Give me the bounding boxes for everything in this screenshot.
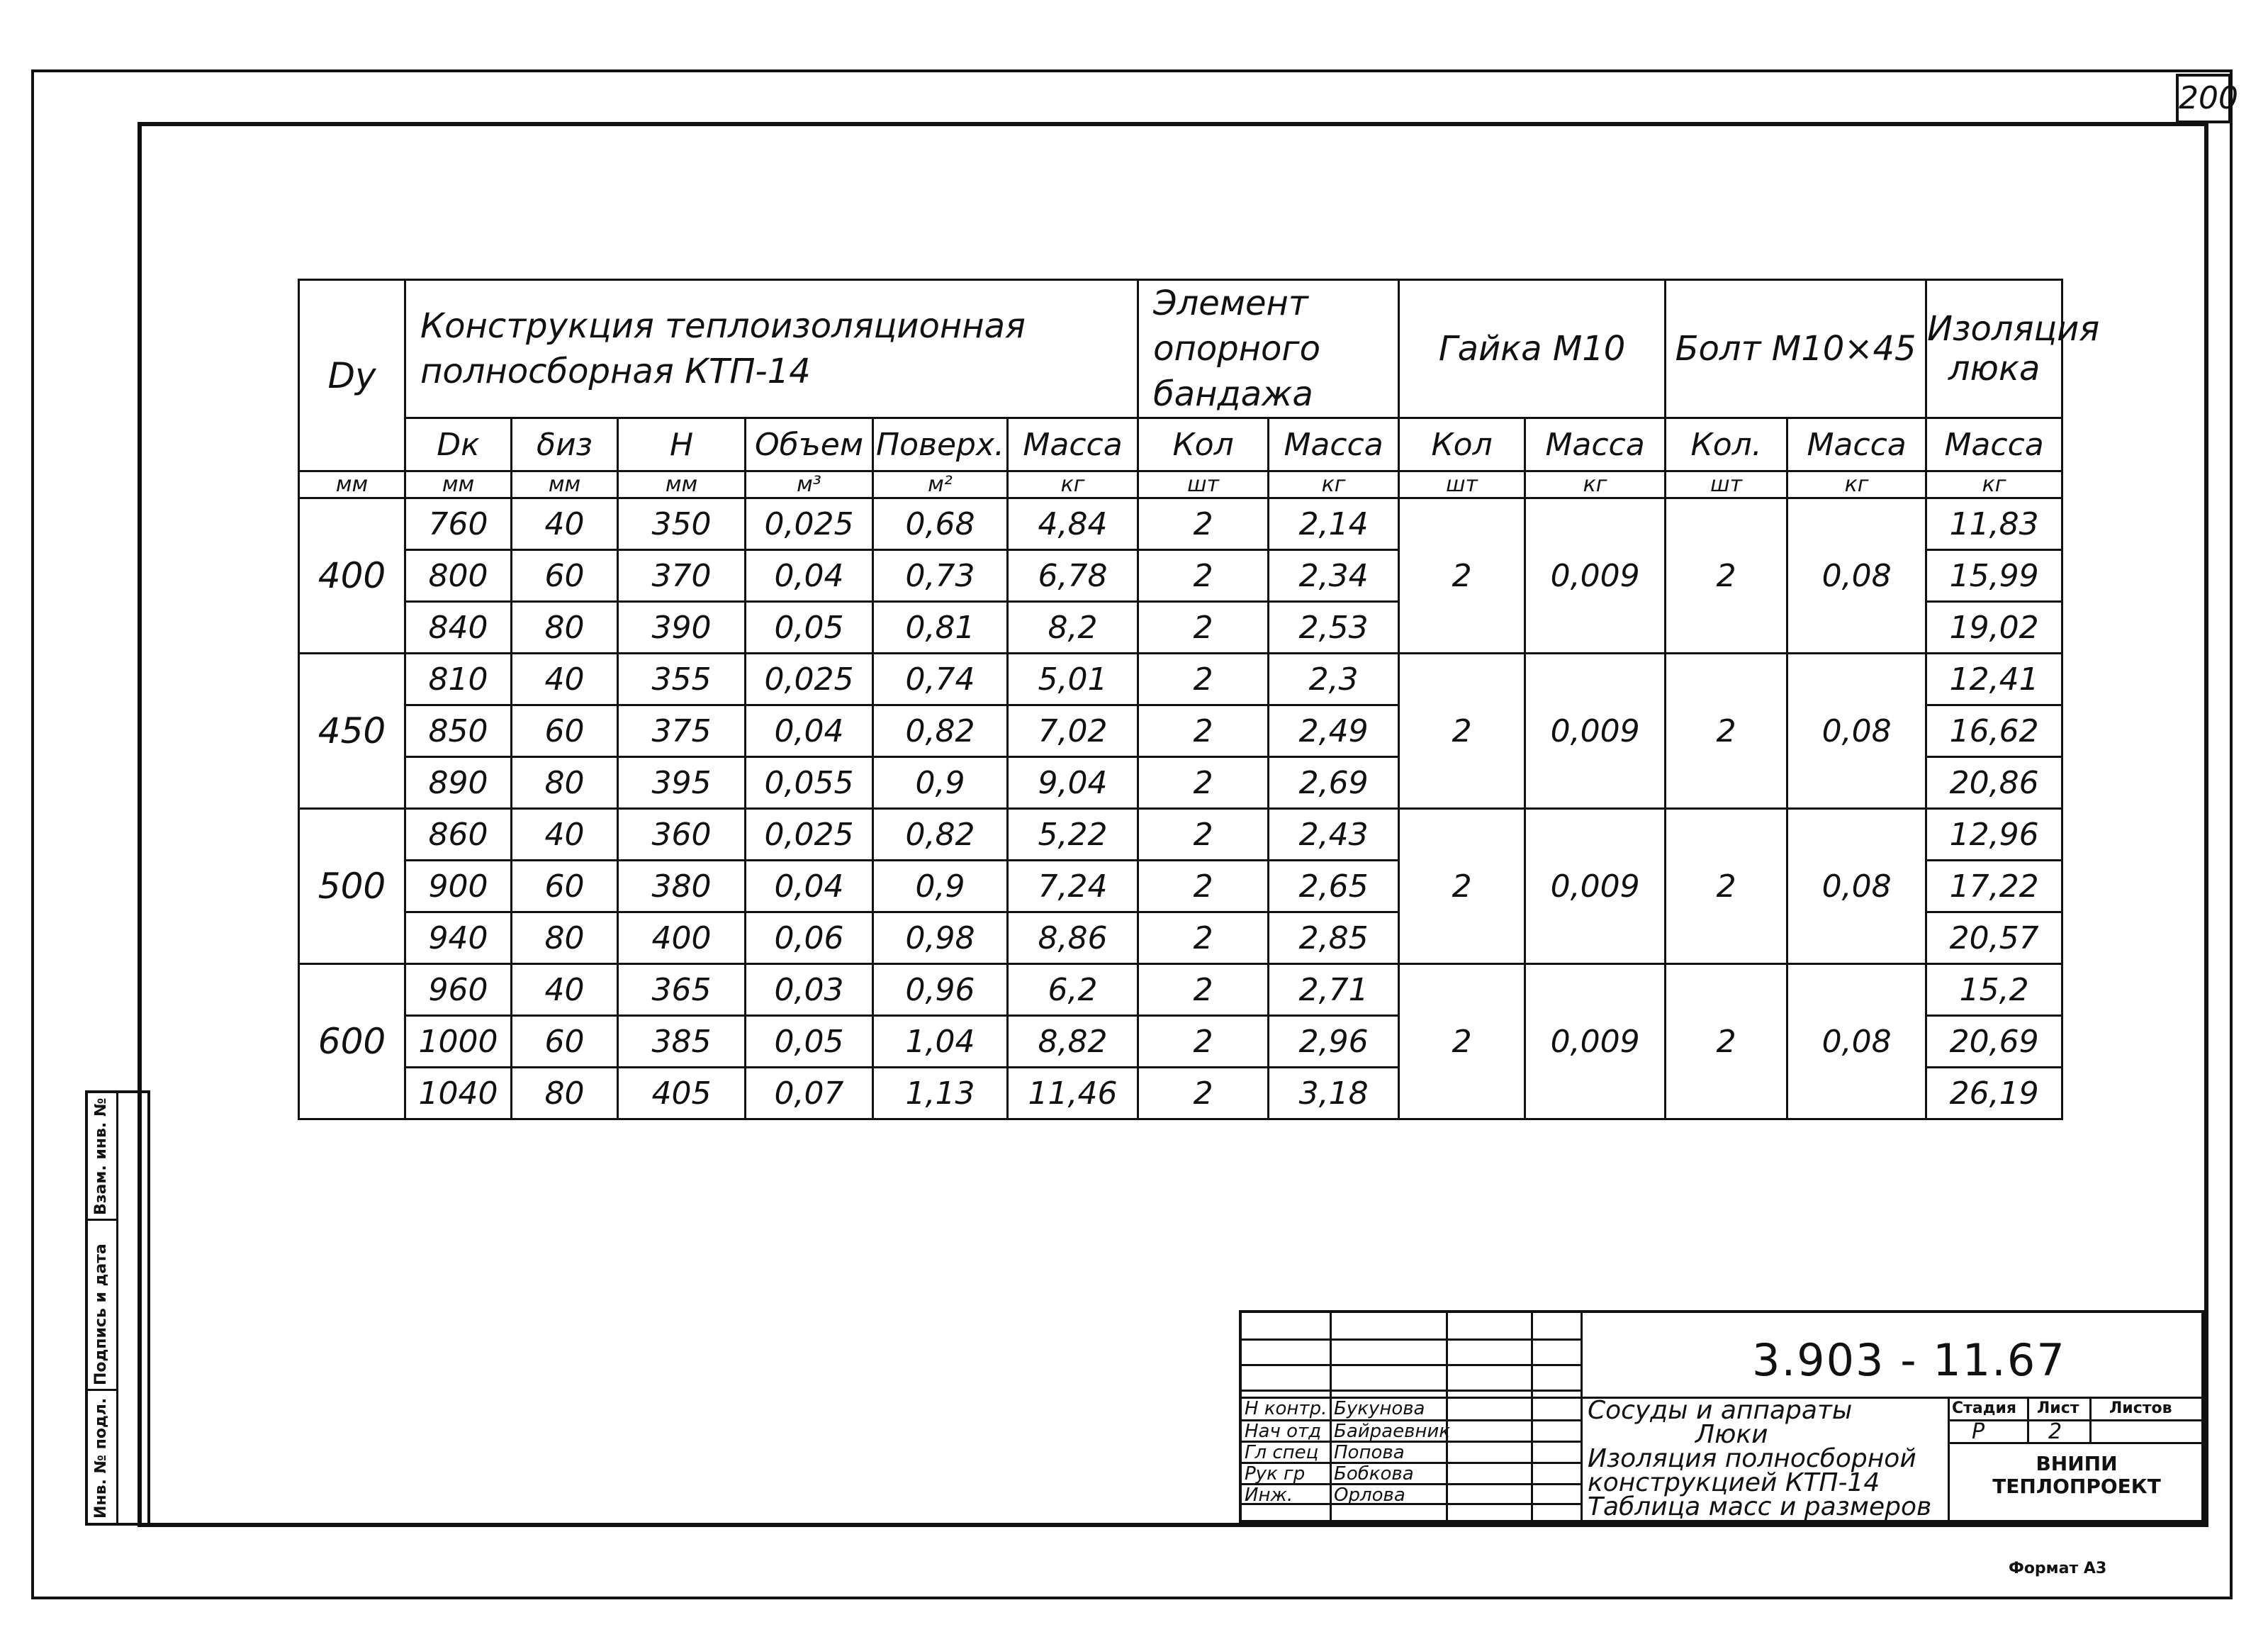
bolt-qty-cell: 2 (1666, 654, 1787, 809)
unit-cell: мм (299, 471, 405, 498)
tb-name: Букунова (1334, 1398, 1425, 1419)
data-cell: 2,96 (1269, 1016, 1399, 1068)
data-cell: 2 (1138, 1016, 1269, 1068)
data-cell: 890 (405, 757, 512, 809)
tb-name: Бобкова (1334, 1463, 1414, 1485)
data-cell: 2 (1138, 964, 1269, 1016)
header-nut: Гайка М10 (1399, 280, 1666, 418)
tb-description-line: конструкцией КТП-14 (1588, 1468, 1880, 1497)
data-cell: 375 (618, 705, 746, 757)
data-cell: 2,34 (1269, 550, 1399, 602)
header-dy: Dy (299, 280, 405, 471)
data-cell: 3,18 (1269, 1068, 1399, 1119)
data-cell: 0,025 (746, 809, 873, 861)
dy-cell: 500 (299, 809, 405, 964)
unit-cell: кг (1269, 471, 1399, 498)
tb-line (1242, 1338, 1581, 1341)
data-cell: 2 (1138, 654, 1269, 705)
data-cell: 60 (512, 1016, 618, 1068)
data-cell: 0,82 (873, 705, 1008, 757)
tb-name: Байраевник (1334, 1421, 1451, 1442)
tb-line (1948, 1442, 2207, 1444)
tb-line (1242, 1390, 1581, 1392)
unit-cell: кг (1008, 471, 1138, 498)
data-cell: 0,07 (746, 1068, 873, 1119)
data-cell: 1000 (405, 1016, 512, 1068)
data-cell: 80 (512, 912, 618, 964)
tb-description-line: Сосуды и аппараты (1588, 1396, 1853, 1425)
column-header: Масса (1008, 418, 1138, 471)
side-label-signature: Подпись и дата (92, 1243, 110, 1385)
hatch-mass-cell: 19,02 (1926, 602, 2062, 654)
data-cell: 2,14 (1269, 498, 1399, 550)
data-cell: 850 (405, 705, 512, 757)
tb-line (1581, 1313, 1583, 1520)
data-cell: 6,2 (1008, 964, 1138, 1016)
nut-mass-cell: 0,009 (1525, 809, 1666, 964)
bolt-qty-cell: 2 (1666, 964, 1787, 1119)
side-stamp-strip (85, 1090, 150, 1526)
page-number: 200 (2176, 74, 2231, 123)
data-cell: 0,06 (746, 912, 873, 964)
tb-org-line1: ВНИПИ (2036, 1452, 2118, 1475)
data-cell: 2 (1138, 861, 1269, 912)
data-cell: 2,53 (1269, 602, 1399, 654)
data-cell: 8,82 (1008, 1016, 1138, 1068)
side-label-replace: Взам. инв. № (92, 1097, 110, 1215)
table-row (299, 498, 2062, 550)
data-cell: 900 (405, 861, 512, 912)
data-cell: 2 (1138, 498, 1269, 550)
data-cell: 940 (405, 912, 512, 964)
tb-description-line: Изоляция полносборной (1588, 1444, 1916, 1473)
column-header: Масса (1525, 418, 1666, 471)
bolt-qty-cell: 2 (1666, 809, 1787, 964)
header-construction: Конструкция теплоизоляционная полносборная КТП-14 (405, 280, 1138, 418)
data-cell: 2,43 (1269, 809, 1399, 861)
nut-qty-cell: 2 (1399, 809, 1525, 964)
data-cell: 370 (618, 550, 746, 602)
dy-cell: 400 (299, 498, 405, 654)
side-cell-inventory (88, 1391, 116, 1523)
header-bolt: Болт М10×45 (1666, 280, 1926, 418)
bolt-mass-cell: 0,08 (1787, 809, 1926, 964)
hatch-mass-cell: 20,57 (1926, 912, 2062, 964)
tb-description-line: Таблица масс и размеров (1588, 1492, 1932, 1521)
dy-cell: 450 (299, 654, 405, 809)
nut-mass-cell: 0,009 (1525, 654, 1666, 809)
column-header: Объем (746, 418, 873, 471)
tb-line (1242, 1364, 1581, 1366)
column-header: Масса (1269, 418, 1399, 471)
data-cell: 2 (1138, 1068, 1269, 1119)
data-cell: 0,055 (746, 757, 873, 809)
table-row (299, 964, 2062, 1016)
data-cell: 7,02 (1008, 705, 1138, 757)
data-cell: 0,05 (746, 602, 873, 654)
tb-line (2089, 1397, 2092, 1442)
hatch-mass-cell: 16,62 (1926, 705, 2062, 757)
data-cell: 0,81 (873, 602, 1008, 654)
data-cell: 760 (405, 498, 512, 550)
data-cell: 800 (405, 550, 512, 602)
data-cell: 0,03 (746, 964, 873, 1016)
column-header: Масса (1787, 418, 1926, 471)
column-header: δиз (512, 418, 618, 471)
data-cell: 80 (512, 757, 618, 809)
data-cell: 0,82 (873, 809, 1008, 861)
data-cell: 7,24 (1008, 861, 1138, 912)
data-cell: 2 (1138, 912, 1269, 964)
data-cell: 400 (618, 912, 746, 964)
tb-org-line2: ТЕПЛОПРОЕКТ (1992, 1475, 2161, 1498)
hatch-mass-cell: 15,2 (1926, 964, 2062, 1016)
column-header: Поверх. (873, 418, 1008, 471)
table-row (299, 809, 2062, 861)
hatch-mass-cell: 20,86 (1926, 757, 2062, 809)
data-cell: 6,78 (1008, 550, 1138, 602)
hatch-mass-cell: 26,19 (1926, 1068, 2062, 1119)
unit-cell: кг (1926, 471, 2062, 498)
nut-mass-cell: 0,009 (1525, 964, 1666, 1119)
data-cell: 2 (1138, 809, 1269, 861)
tb-line (1330, 1313, 1332, 1520)
data-cell: 840 (405, 602, 512, 654)
side-cell-signature (88, 1221, 116, 1391)
data-cell: 2,71 (1269, 964, 1399, 1016)
data-cell: 960 (405, 964, 512, 1016)
data-cell: 5,22 (1008, 809, 1138, 861)
data-cell: 60 (512, 861, 618, 912)
column-header: Кол (1399, 418, 1525, 471)
bolt-mass-cell: 0,08 (1787, 498, 1926, 654)
side-label-inventory: Инв. № подл. (92, 1397, 110, 1519)
unit-cell: шт (1399, 471, 1525, 498)
hatch-mass-cell: 12,41 (1926, 654, 2062, 705)
data-cell: 0,68 (873, 498, 1008, 550)
tb-role: Нач отд (1245, 1421, 1322, 1442)
side-cell-replace (88, 1093, 116, 1221)
tb-stage-value: Р (1972, 1419, 1985, 1444)
nut-qty-cell: 2 (1399, 498, 1525, 654)
data-cell: 40 (512, 964, 618, 1016)
data-cell: 2 (1138, 602, 1269, 654)
header-hatch: Изоляция люка (1926, 280, 2062, 418)
data-cell: 0,04 (746, 705, 873, 757)
data-cell: 0,04 (746, 550, 873, 602)
bolt-qty-cell: 2 (1666, 498, 1787, 654)
header-element: Элемент опорного бандажа (1138, 280, 1399, 418)
bolt-mass-cell: 0,08 (1787, 654, 1926, 809)
data-cell: 0,04 (746, 861, 873, 912)
data-cell: 0,98 (873, 912, 1008, 964)
data-cell: 365 (618, 964, 746, 1016)
mass-size-table (298, 279, 2100, 1120)
data-cell: 0,74 (873, 654, 1008, 705)
nut-mass-cell: 0,009 (1525, 498, 1666, 654)
data-cell: 405 (618, 1068, 746, 1119)
hatch-mass-cell: 11,83 (1926, 498, 2062, 550)
data-cell: 0,96 (873, 964, 1008, 1016)
data-cell: 9,04 (1008, 757, 1138, 809)
side-strip-divider (116, 1093, 118, 1523)
data-cell: 380 (618, 861, 746, 912)
nut-qty-cell: 2 (1399, 654, 1525, 809)
nut-qty-cell: 2 (1399, 964, 1525, 1119)
tb-description-line: Люки (1695, 1420, 1768, 1449)
data-cell: 395 (618, 757, 746, 809)
data-cell: 1040 (405, 1068, 512, 1119)
data-cell: 390 (618, 602, 746, 654)
unit-cell: м² (873, 471, 1008, 498)
data-cell: 8,86 (1008, 912, 1138, 964)
data-cell: 2,85 (1269, 912, 1399, 964)
unit-cell: кг (1787, 471, 1926, 498)
column-header: Кол (1138, 418, 1269, 471)
data-cell: 355 (618, 654, 746, 705)
data-cell: 0,9 (873, 757, 1008, 809)
data-cell: 350 (618, 498, 746, 550)
column-header: H (618, 418, 746, 471)
hatch-mass-cell: 12,96 (1926, 809, 2062, 861)
document-code: 3.903 - 11.67 (1752, 1334, 2066, 1386)
tb-stage-label: Стадия (1952, 1399, 2017, 1417)
data-cell: 60 (512, 705, 618, 757)
column-header: Масса (1926, 418, 2062, 471)
data-cell: 80 (512, 602, 618, 654)
tb-role: Рук гр (1245, 1463, 1306, 1485)
data-cell: 11,46 (1008, 1068, 1138, 1119)
data-cell: 40 (512, 809, 618, 861)
data-cell: 2,65 (1269, 861, 1399, 912)
data-cell: 2,3 (1269, 654, 1399, 705)
hatch-mass-cell: 17,22 (1926, 861, 2062, 912)
data-cell: 2 (1138, 550, 1269, 602)
tb-name: Орлова (1334, 1485, 1405, 1506)
data-cell: 385 (618, 1016, 746, 1068)
title-block (1239, 1310, 2204, 1523)
data-cell: 5,01 (1008, 654, 1138, 705)
data-cell: 1,04 (873, 1016, 1008, 1068)
data-cell: 2 (1138, 757, 1269, 809)
tb-line (1948, 1419, 2207, 1421)
data-cell: 2,69 (1269, 757, 1399, 809)
column-header: Dк (405, 418, 512, 471)
tb-role: Инж. (1245, 1485, 1293, 1506)
data-cell: 2 (1138, 705, 1269, 757)
column-header: Кол. (1666, 418, 1787, 471)
tb-line (1948, 1397, 1950, 1523)
tb-sheet-value: 2 (2048, 1419, 2062, 1444)
data-cell: 860 (405, 809, 512, 861)
data-cell: 1,13 (873, 1068, 1008, 1119)
tb-role: Гл спец (1245, 1442, 1319, 1463)
format-label: Формат А3 (2009, 1560, 2107, 1577)
tb-sheets-label: Листов (2109, 1399, 2172, 1417)
hatch-mass-cell: 20,69 (1926, 1016, 2062, 1068)
unit-cell: кг (1525, 471, 1666, 498)
unit-cell: шт (1138, 471, 1269, 498)
data-cell: 0,05 (746, 1016, 873, 1068)
data-cell: 0,73 (873, 550, 1008, 602)
data-cell: 80 (512, 1068, 618, 1119)
tb-line (1531, 1313, 1533, 1520)
data-cell: 360 (618, 809, 746, 861)
tb-sheet-label: Лист (2037, 1399, 2079, 1417)
unit-cell: мм (512, 471, 618, 498)
tb-line (2027, 1397, 2029, 1442)
tb-line (1446, 1313, 1448, 1520)
data-cell: 8,2 (1008, 602, 1138, 654)
bolt-mass-cell: 0,08 (1787, 964, 1926, 1119)
data-cell: 810 (405, 654, 512, 705)
unit-cell: мм (405, 471, 512, 498)
unit-cell: мм (618, 471, 746, 498)
unit-cell: шт (1666, 471, 1787, 498)
data-cell: 4,84 (1008, 498, 1138, 550)
dy-cell: 600 (299, 964, 405, 1119)
tb-role: Н контр. (1245, 1398, 1327, 1419)
unit-cell: м³ (746, 471, 873, 498)
data-cell: 60 (512, 550, 618, 602)
data-cell: 40 (512, 498, 618, 550)
data-cell: 2,49 (1269, 705, 1399, 757)
data-cell: 40 (512, 654, 618, 705)
data-cell: 0,025 (746, 654, 873, 705)
hatch-mass-cell: 15,99 (1926, 550, 2062, 602)
tb-name: Попова (1334, 1442, 1405, 1463)
data-cell: 0,9 (873, 861, 1008, 912)
data-cell: 0,025 (746, 498, 873, 550)
table-row (299, 654, 2062, 705)
